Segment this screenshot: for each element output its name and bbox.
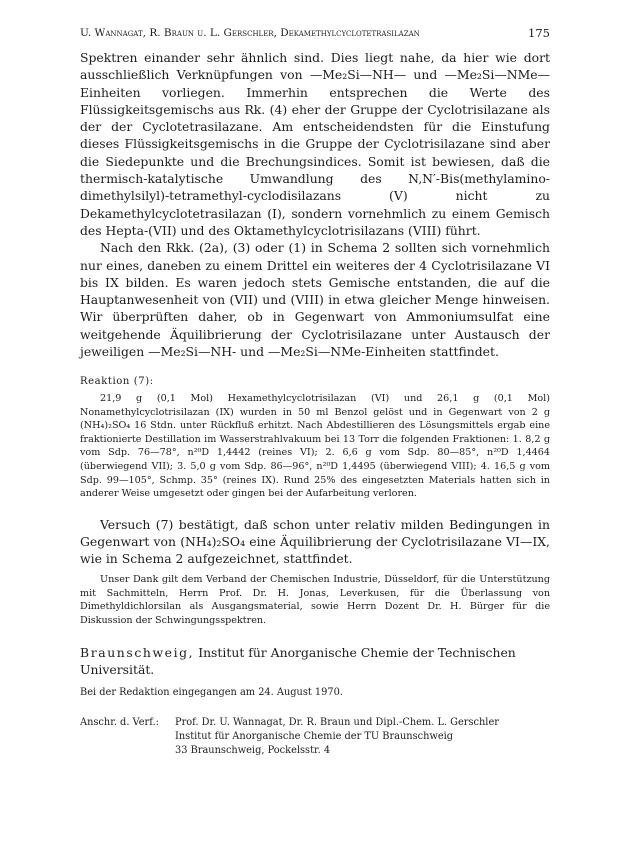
reaktion-heading: Reaktion (7): xyxy=(80,376,154,387)
page-number: 175 xyxy=(528,26,550,40)
running-title: U. Wannagat, R. Braun u. L. Gerschler, Dekamethylcyclotetrasilazan xyxy=(80,27,420,39)
versuch-text: Versuch (7) bestätigt, daß schon unter relativ milden Bedingungen in Gegenwart von (NH₄)₂SO₄ eine Äquilibrierung der Cyclotrisilazane VI—IX, wie in Schema 2 aufgezeichnet, stattfindet. xyxy=(80,517,550,566)
reaktion-text: 21,9 g (0,1 Mol) Hexamethylcyclotrisilazan (VI) und 26,1 g (0,1 Mol) Nonamethylcyclotrisilazan (IX) wurden in 50 ml Benzol gelöst und in Gegenwart von 2 g (NH₄)₂SO₄ 16 Stdn. unter Rückfluß erhitzt. Nach Abdestillieren des Lösungsmittels ergab eine fraktionierte Destillation im Wasserstrahlvakuum bei 13 Torr die folgenden Fraktionen: 1. 8,2 g vom Sdp. 76—78°, n²⁰D 1,4442 (reines VI); 2. 6,6 g vom Sdp. 80—85°, n²⁰D 1,4464 (überwiegend VII); 3. 5,0 g vom Sdp. 86—96°, n²⁰D 1,4495 (überwiegend VIII); 4. 16,5 g vom Sdp. 99—105°, Schmp. 35° (reines IX). Rund 25% des eingesetzten Materials hatten sich in anderer Weise umgesetzt oder gingen bei der Aufarbeitung verloren. xyxy=(80,393,550,500)
acknowledgement-text: Unser Dank gilt dem Verband der Chemischen Industrie, Düsseldorf, für die Unterstützung mit Sachmitteln, Herrn Prof. Dr. H. Jonas, Leverkusen, für die Überlassung von Dimethyldichlorsilan als Ausgangsmaterial, sowie Herrn Dozent Dr. H. Bürger für die Diskussion der Schwingungsspektren. xyxy=(80,574,550,626)
institution-affiliation xyxy=(80,644,550,678)
main-text xyxy=(80,49,550,360)
reaktion-procedure xyxy=(80,392,550,501)
acknowledgement xyxy=(80,573,550,627)
versuch-conclusion xyxy=(80,516,550,567)
body-paragraph-1: Spektren einander sehr ähnlich sind. Dies liegt nahe, da hier wie dort ausschließlich Verknüpfungen von —Me₂Si—NH— und —Me₂Si—NMe— Einheiten vorliegen. Immerhin entsprechen die Werte des Flüssigkeitsgemischs aus Rk. (4) eher der Gruppe der Cyclotrisilazane als der der Cyclotetrasilazane. Am entscheidendsten für die Einstufung dieses Flüssigkeitsgemischs in die Gruppe der Cyclotrisilazane sind aber die Siedepunkte und die Brechungsindices. Somit ist bewiesen, daß die thermisch-katalytische Umwandlung des N,N′-Bis(methylamino-dimethylsilyl)-tetramethyl-cyclodisilazans (V) nicht zu Dekamethylcyclotetrasilazan (I), sondern vornehmlich zu einem Gemisch des Hepta-(VII) und des Oktamethylcyclotrisilazans (VIII) führt. xyxy=(80,50,550,238)
institution-place: Braunschweig, xyxy=(80,645,195,660)
received-date: Bei der Redaktion eingegangen am 24. August 1970. xyxy=(80,687,343,698)
address-line-institute: Institut für Anorganische Chemie der TU Braunschweig xyxy=(175,731,454,742)
body-paragraph-2: Nach den Rkk. (2a), (3) oder (1) in Schema 2 sollten sich vornehmlich nur eines, daneben zu einem Drittel ein weiteres der 4 Cyclotrisilazane VI bis IX bilden. Es waren jedoch stets Gemische entstanden, die auf die Hauptanwesenheit von (VII) und (VIII) in etwa gleicher Menge hinweisen. Wir überprüften daher, ob in Gegenwart von Ammoniumsulfat eine weitgehende Äquilibrierung der Cyclotrisilazane unter Austausch der jeweiligen —Me₂Si—NH- und —Me₂Si—NMe-Einheiten stattfindet. xyxy=(80,240,550,360)
address-line-street: 33 Braunschweig, Pockelsstr. 4 xyxy=(175,745,331,756)
address-block xyxy=(175,716,555,758)
address-line-authors: Prof. Dr. U. Wannagat, Dr. R. Braun und Dipl.-Chem. L. Gerschler xyxy=(175,717,499,728)
institution-name: Institut für Anorganische Chemie der Technischen Universität. xyxy=(80,645,516,677)
running-header xyxy=(80,27,550,43)
address-label: Anschr. d. Verf.: xyxy=(80,717,159,728)
